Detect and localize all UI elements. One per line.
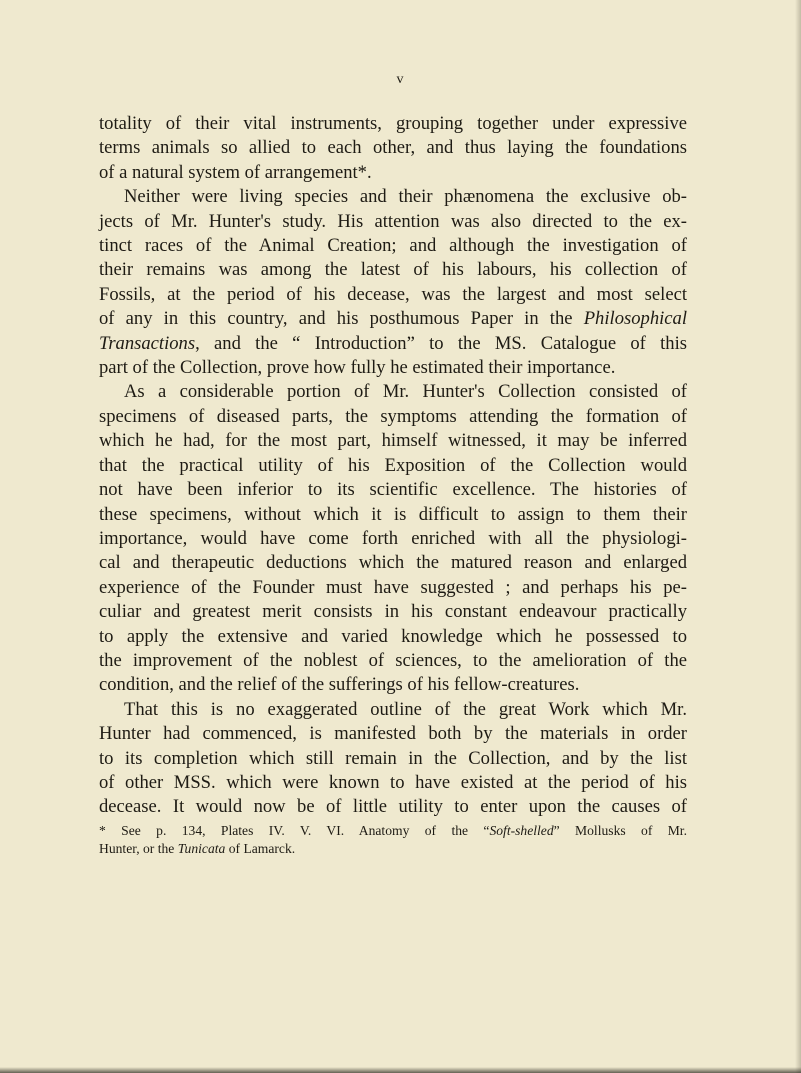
page-edge-shadow [795, 0, 801, 1073]
text-run: of Lamarck. [225, 841, 296, 856]
text-line: As a considerable portion of Mr. Hunter's Collection consisted of [124, 381, 687, 403]
text-line [99, 307, 687, 331]
text-line: Neither were living species and their phænomena the exclusive ob- [124, 186, 687, 208]
text-line: condition, and the relief of the sufferings of his fellow-creatures. [99, 674, 580, 696]
text-line: not have been inferior to its scientific excellence. The histories of [99, 479, 687, 501]
text-line: cal and therapeutic deductions which the matured reason and enlarged [99, 552, 687, 574]
text-run: Hunter, or the [99, 841, 178, 856]
page-bottom-edge [0, 1067, 801, 1073]
text-line: of other MSS. which were known to have existed at the period of his [99, 771, 687, 793]
text-line: decease. It would now be of little utility to enter upon the causes of [99, 796, 687, 818]
footnote [99, 822, 687, 858]
italic-run: Soft-shelled [489, 823, 554, 838]
text-line: Fossils, at the period of his decease, was the largest and most select [99, 283, 687, 305]
text-line: jects of Mr. Hunter's study. His attention was also directed to the ex- [99, 210, 687, 232]
italic-run: Tunicata [177, 841, 226, 856]
page-number: v [396, 72, 405, 87]
footnote-line [99, 822, 687, 840]
text-line: That this is no exaggerated outline of the great Work which Mr. [124, 698, 687, 720]
text-run: * See p. 134, Plates IV. V. VI. Anatomy of the “ [99, 823, 490, 838]
italic-run: Philosophical [583, 308, 687, 330]
text-line: to apply the extensive and varied knowledge which he possessed to [99, 625, 687, 647]
text-line: totality of their vital instruments, grouping together under expressive [99, 113, 687, 134]
footnote-line [99, 840, 687, 858]
text-line: Hunter had commenced, is manifested both by the materials in order [99, 723, 687, 745]
text-line: these specimens, without which it is difficult to assign to them their [99, 503, 687, 525]
text-line: part of the Collection, prove how fully he estimated their importance. [99, 357, 616, 379]
text-line: importance, would have come forth enriched with all the physiologi- [99, 527, 687, 549]
text-line: to its completion which still remain in the Collection, and by the list [99, 747, 687, 769]
body-text [99, 112, 687, 820]
text-run: of any in this country, and his posthumous Paper in the [99, 308, 573, 330]
italic-run: Transactions [99, 332, 196, 354]
text-run: ” Mollusks of Mr. [553, 823, 687, 838]
text-line: experience of the Founder must have suggested ; and perhaps his pe- [99, 576, 687, 598]
text-line: terms animals so allied to each other, and thus laying the foundations [99, 137, 687, 159]
text-line: culiar and greatest merit consists in his constant endeavour practically [99, 601, 687, 623]
text-line: their remains was among the latest of his labours, his collection of [99, 259, 687, 281]
text-line: that the practical utility of his Exposition of the Collection would [99, 454, 687, 476]
text-line: of a natural system of arrangement*. [99, 161, 372, 183]
text-line: the improvement of the noblest of sciences, to the amelioration of the [99, 649, 687, 671]
text-run: , and the “ Introduction” to the MS. Catalogue of this [195, 332, 687, 354]
text-line: tinct races of the Animal Creation; and although the investigation of [99, 235, 687, 257]
text-line: which he had, for the most part, himself witnessed, it may be inferred [99, 430, 687, 452]
text-line [99, 332, 687, 356]
text-line: specimens of diseased parts, the symptoms attending the formation of [99, 405, 687, 427]
